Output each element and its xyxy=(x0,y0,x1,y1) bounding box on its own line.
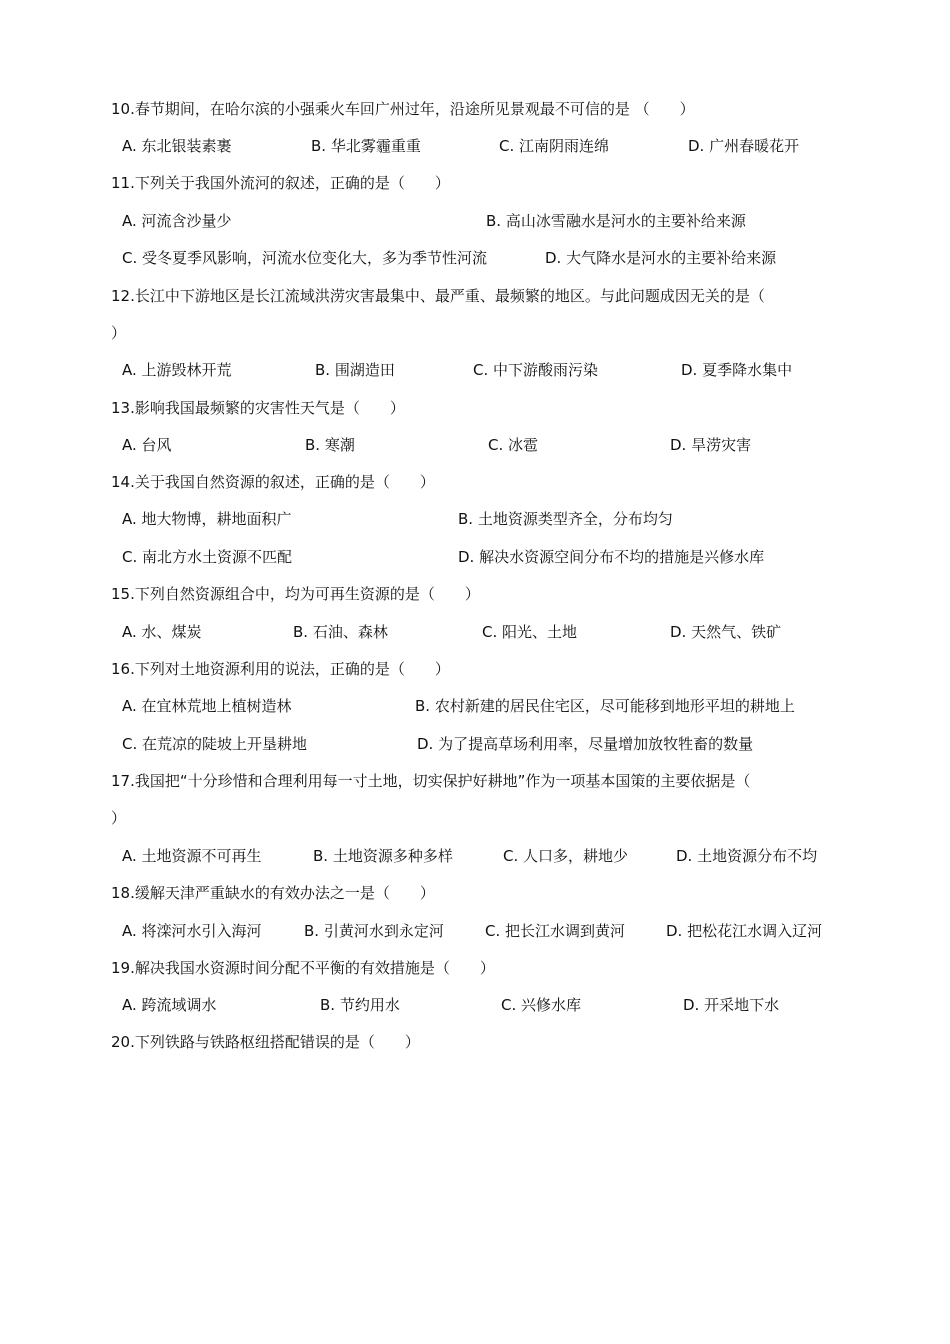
option-a: A. 台风 xyxy=(122,436,172,454)
option-c: C. 在荒凉的陡坡上开垦耕地 xyxy=(122,735,308,753)
question-11-options-row1 xyxy=(0,210,950,232)
option-b: B. 寒潮 xyxy=(305,436,355,454)
question-10-options xyxy=(0,135,950,157)
option-a: A. 河流含沙量少 xyxy=(122,212,232,230)
question-17-options xyxy=(0,845,950,867)
option-a: A. 上游毁林开荒 xyxy=(122,361,232,379)
option-c: C. 冰雹 xyxy=(488,436,539,454)
question-15-options xyxy=(0,621,950,643)
question-12-options xyxy=(0,359,950,381)
question-13-options xyxy=(0,434,950,456)
question-19-options xyxy=(0,994,950,1016)
question-10-stem: 10.春节期间，在哈尔滨的小强乘火车回广州过年，沿途所见景观最不可信的是 （ ） xyxy=(111,100,695,118)
question-11-options-row2 xyxy=(0,247,950,269)
question-18-options xyxy=(0,920,950,942)
option-d: D. 开采地下水 xyxy=(683,996,780,1014)
option-a: A. 土地资源不可再生 xyxy=(122,847,262,865)
option-c: C. 中下游酸雨污染 xyxy=(473,361,599,379)
option-d: D. 旱涝灾害 xyxy=(670,436,752,454)
question-14-stem: 14.关于我国自然资源的叙述，正确的是（ ） xyxy=(111,473,435,491)
question-12-stem-continued: ） xyxy=(111,324,127,342)
option-b: B. 高山冰雪融水是河水的主要补给来源 xyxy=(486,212,746,230)
option-d: D. 广州春暖花开 xyxy=(688,137,800,155)
option-c: C. 把长江水调到黄河 xyxy=(485,922,626,940)
option-b: B. 华北雾霾重重 xyxy=(311,137,421,155)
option-a: A. 跨流域调水 xyxy=(122,996,217,1014)
option-c: C. 受冬夏季风影响，河流水位变化大，多为季节性河流 xyxy=(122,249,488,267)
question-18-stem: 18.缓解天津严重缺水的有效办法之一是（ ） xyxy=(111,884,435,902)
option-d: D. 夏季降水集中 xyxy=(681,361,793,379)
question-17-stem-continued: ） xyxy=(111,809,127,827)
question-17-stem: 17.我国把“十分珍惜和合理利用每一寸土地，切实保护好耕地”作为一项基本国策的主要依据是（ xyxy=(111,772,751,790)
question-13-stem: 13.影响我国最频繁的灾害性天气是（ ） xyxy=(111,399,405,417)
option-d: D. 土地资源分布不均 xyxy=(676,847,818,865)
option-b: B. 土地资源多种多样 xyxy=(313,847,453,865)
question-11-stem: 11.下列关于我国外流河的叙述，正确的是（ ） xyxy=(111,174,450,192)
question-14-options-row2 xyxy=(0,546,950,568)
option-d: D. 为了提高草场利用率，尽量增加放牧牲畜的数量 xyxy=(417,735,754,753)
option-b: B. 石油、森林 xyxy=(293,623,388,641)
question-12-stem: 12.长江中下游地区是长江流域洪涝灾害最集中、最严重、最频繁的地区。与此问题成因无关的是（ xyxy=(111,287,765,305)
option-b: B. 土地资源类型齐全，分布均匀 xyxy=(458,510,673,528)
option-b: B. 引黄河水到永定河 xyxy=(304,922,444,940)
option-d: D. 解决水资源空间分布不均的措施是兴修水库 xyxy=(458,548,765,566)
option-a: A. 在宜林荒地上植树造林 xyxy=(122,697,292,715)
option-c: C. 人口多，耕地少 xyxy=(503,847,629,865)
question-20-stem: 20.下列铁路与铁路枢纽搭配错误的是（ ） xyxy=(111,1033,420,1051)
option-c: C. 江南阴雨连绵 xyxy=(499,137,610,155)
question-16-options-row1 xyxy=(0,695,950,717)
option-d: D. 把松花江水调入辽河 xyxy=(666,922,823,940)
option-d: D. 天然气、铁矿 xyxy=(670,623,782,641)
option-b: B. 围湖造田 xyxy=(315,361,395,379)
option-a: A. 地大物博，耕地面积广 xyxy=(122,510,292,528)
question-19-stem: 19.解决我国水资源时间分配不平衡的有效措施是（ ） xyxy=(111,959,495,977)
option-b: B. 节约用水 xyxy=(320,996,400,1014)
option-a: A. 将滦河水引入海河 xyxy=(122,922,262,940)
question-15-stem: 15.下列自然资源组合中，均为可再生资源的是（ ） xyxy=(111,585,480,603)
option-a: A. 水、煤炭 xyxy=(122,623,202,641)
option-b: B. 农村新建的居民住宅区，尽可能移到地形平坦的耕地上 xyxy=(415,697,795,715)
question-16-stem: 16.下列对土地资源利用的说法，正确的是（ ） xyxy=(111,660,450,678)
question-14-options-row1 xyxy=(0,508,950,530)
option-a: A. 东北银装素裹 xyxy=(122,137,232,155)
option-c: C. 南北方水土资源不匹配 xyxy=(122,548,293,566)
question-16-options-row2 xyxy=(0,733,950,755)
option-d: D. 大气降水是河水的主要补给来源 xyxy=(545,249,777,267)
option-c: C. 兴修水库 xyxy=(501,996,582,1014)
option-c: C. 阳光、土地 xyxy=(482,623,578,641)
